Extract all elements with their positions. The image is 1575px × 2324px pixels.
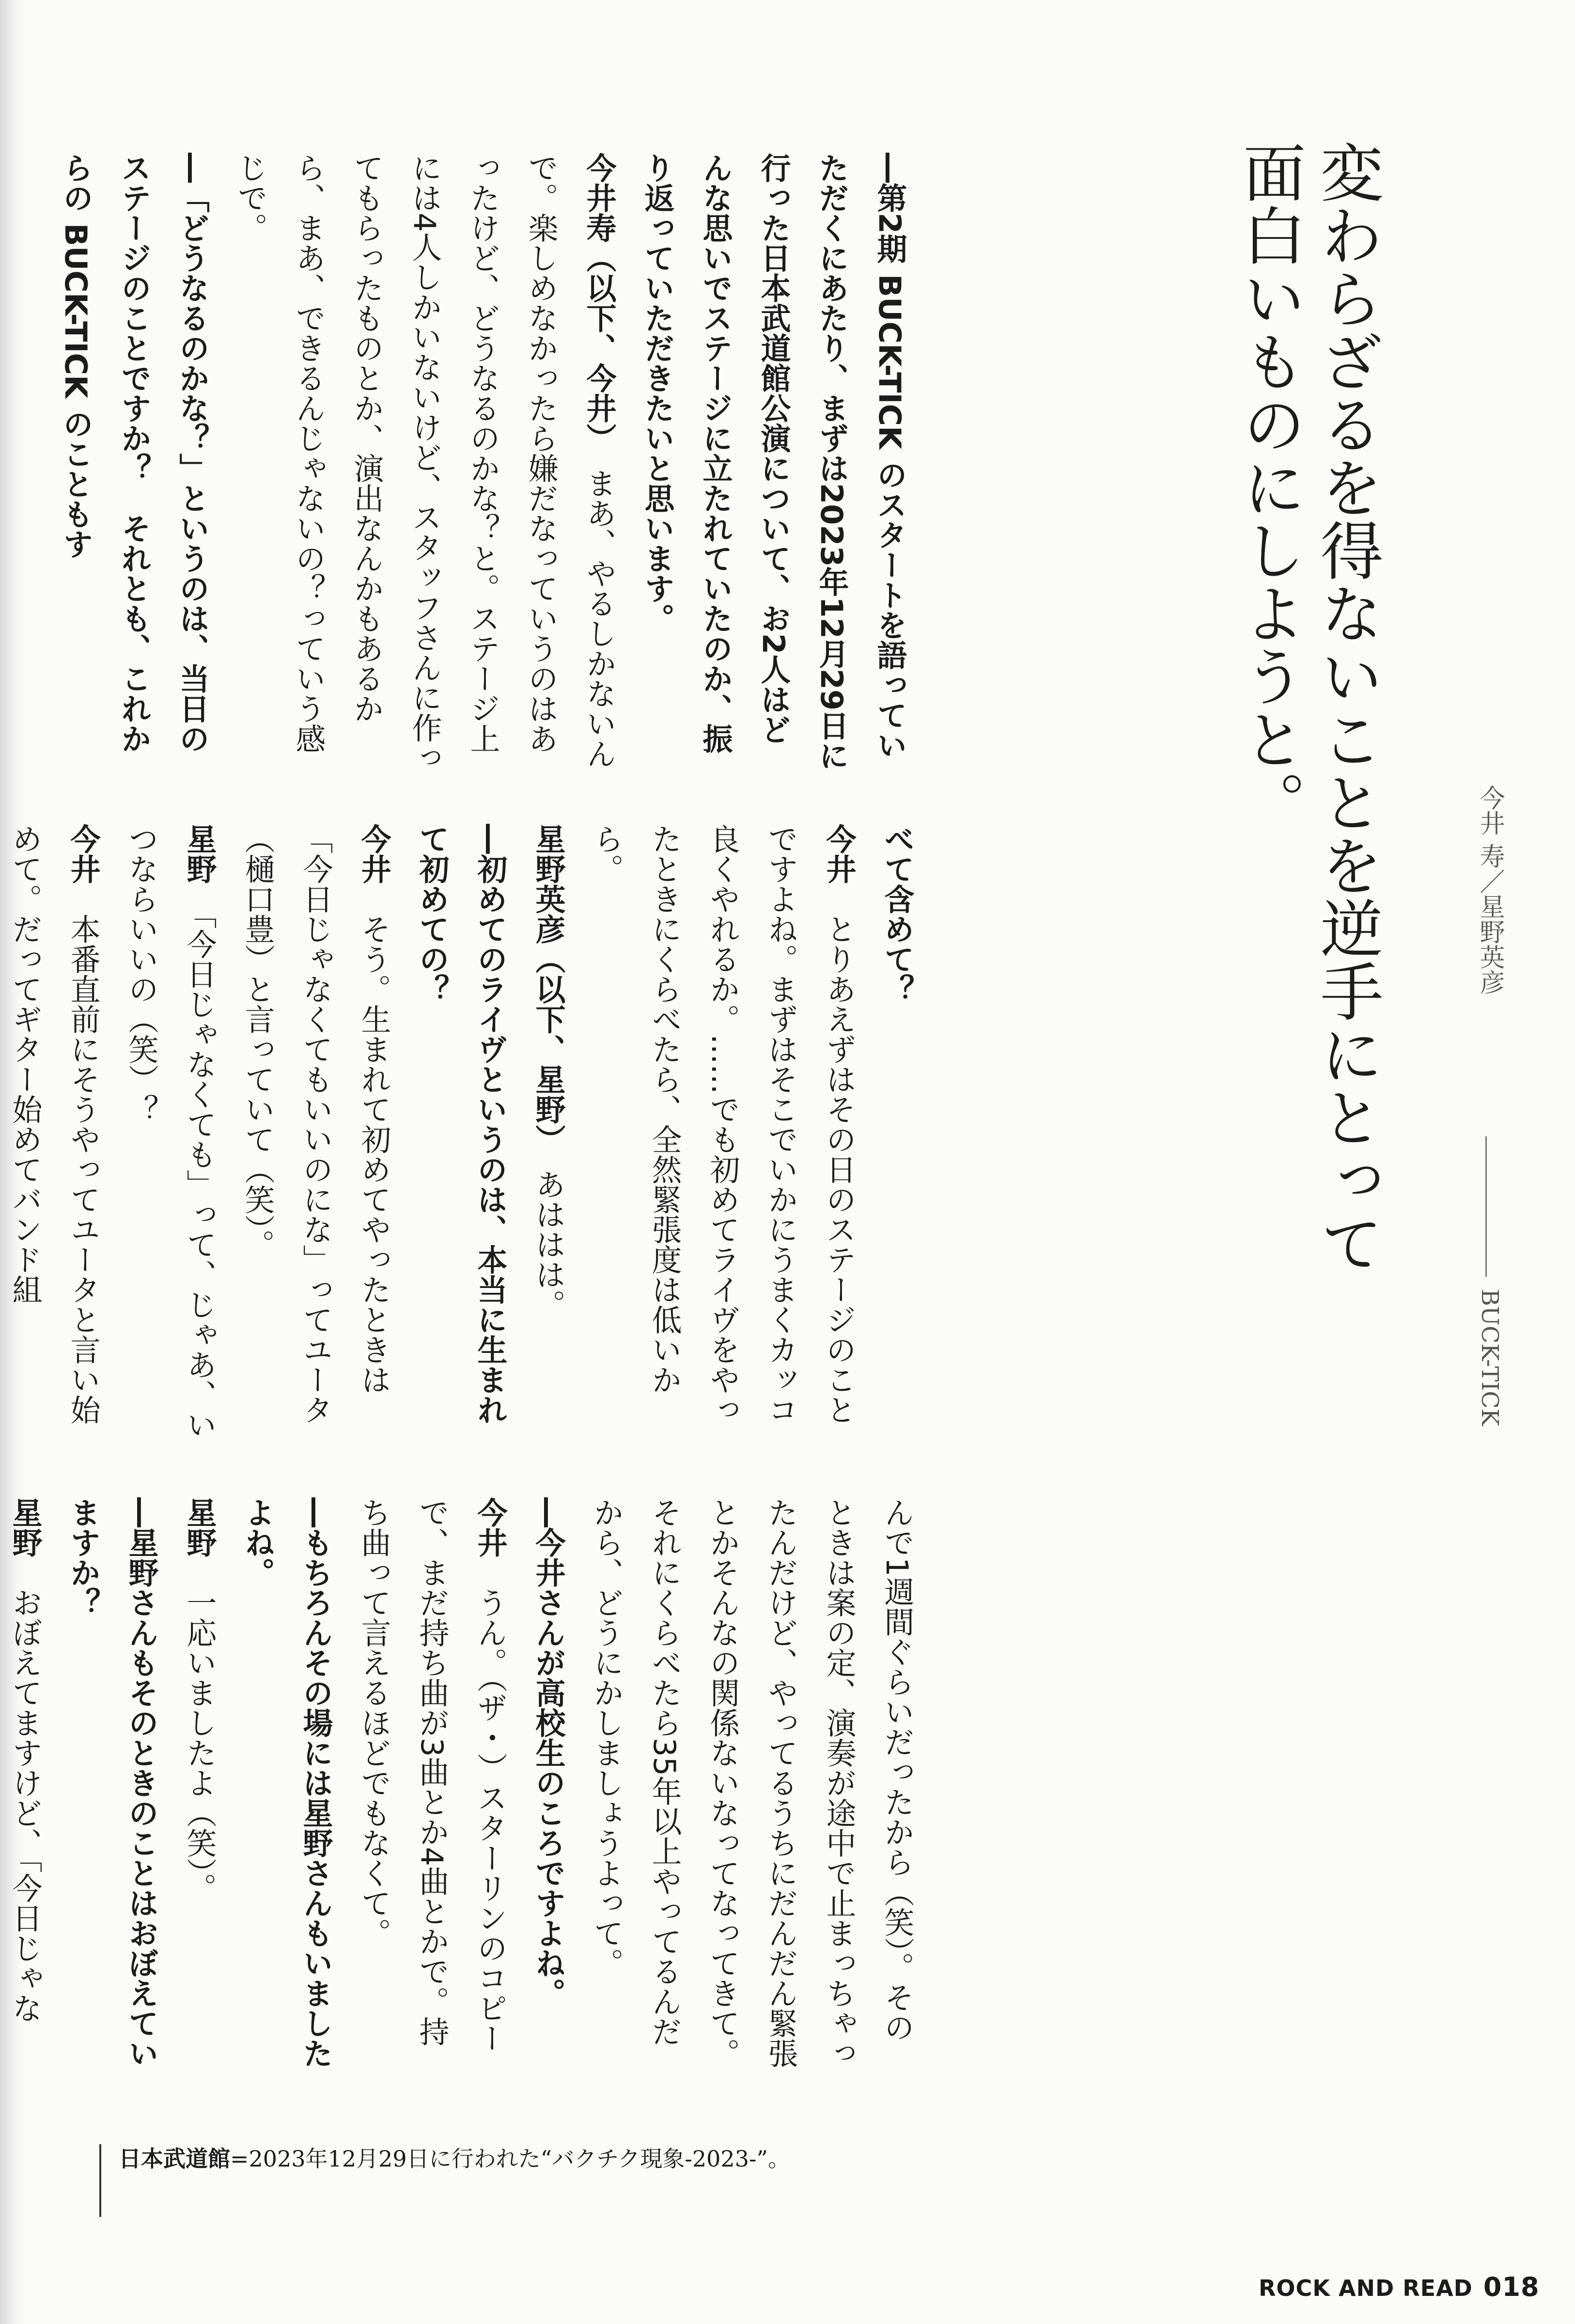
answer	[0, 1497, 54, 2069]
speaker-label: 今井	[65, 824, 101, 884]
interview-tier-3	[7, 1497, 926, 2069]
question: ―「どうなるのかな？」というのは、当日のステージのことですか？ それとも、これからの BUCK-TICK のこともす	[58, 153, 210, 754]
answer-continued: んで1週間ぐらいだったから（笑）。そのときは案の定、演奏が途中で止まっちゃったんだけど、やってるうちにだんだん緊張とかそんなの関係ないなってなってきて。それにくらべたら35年以上やってるんだから、どうにかしましょうよって。	[589, 1497, 915, 2068]
answer-text: おぼえてますけど、「今日じゃな	[7, 1587, 43, 2023]
answer-text: あははは。	[530, 1169, 566, 1319]
footnote-text: =2023年12月29日に行われた“バクチク現象-2023-”。	[230, 2146, 791, 2172]
question: ―星野さんもそのときのことはおぼえていますか？	[65, 1497, 159, 2068]
answer	[0, 824, 112, 1444]
answer-text: とりあえずはその日のステージのことですよね。まずはそこでいかにうまくカッコ良くやれるか。……でも初めてライヴをやったときにくらべたら、全然緊張度は低いから。	[589, 824, 857, 1425]
speaker-label: 今井	[356, 824, 391, 884]
answer-text: 一応いましたよ（笑）。	[182, 1587, 217, 1903]
question: ―第2期 BUCK-TICK のスタートを語っていただくにあたり、まずは2023年12月29日に行った日本武道館公演について、お2人はどんな思いでステージに立たれていたのか、振り返っていただきたいと思います。	[639, 153, 907, 771]
question: ―初めてのライヴというのは、本当に生まれて初めての？	[414, 824, 508, 1425]
footnote	[119, 2144, 790, 2173]
headline-line-2: 面白いものにしようと。	[1232, 141, 1306, 833]
answer-text: うん。（ザ・）スターリンのコピーで、まだ持ち曲が3曲とか4曲とかで。持ち曲って言えるほどでもなくて。	[356, 1497, 508, 2053]
speaker-label: 今井	[821, 824, 857, 884]
question: ―もちろんその場には星野さんもいましたよね。	[240, 1497, 333, 2068]
answer-text: まあ、やるしかないんで。楽しめなかったら嫌だなっていうのはあったけど、どうなるのかな？と。ステージ上には4人しかいないけど、スタッフさんに作ってもらったものとか、演出なんかもあるから、まあ、できるんじゃないの？っていう感じで。	[233, 153, 617, 773]
footnote-term: 日本武道館	[119, 2146, 230, 2172]
answer-text: そう。生まれて初めてやったときは「今日じゃなくてもいいのにな」ってユータ（樋口豊）と言っていて（笑）。	[240, 824, 391, 1425]
speaker-label: 星野	[182, 1497, 217, 1557]
speaker-label: 星野英彦（以下、星野）	[530, 824, 566, 1139]
answer	[228, 824, 403, 1444]
page-folio	[1259, 2273, 1540, 2303]
answer	[344, 1497, 519, 2069]
speaker-label: 今井	[472, 1497, 508, 1557]
answer	[577, 824, 868, 1444]
interview-tier-2	[7, 824, 926, 1444]
answer	[221, 153, 628, 773]
question: べて含めて？	[879, 824, 915, 1004]
answer-text: 「今日じゃなくても」って、じゃあ、いつならいいの（笑）？	[124, 824, 217, 1440]
speaker-label: 星野	[182, 824, 217, 884]
speaker-label: 星野	[7, 1497, 43, 1557]
footnote-rule	[99, 2144, 101, 2217]
page-number: 018	[1483, 2272, 1540, 2302]
magazine-name: ROCK AND READ	[1259, 2275, 1473, 2301]
answer	[170, 1497, 228, 2069]
speaker-label: 今井寿（以下、今井）	[581, 153, 617, 438]
answer-text: 本番直前にそうやってユータと言い始めて。だってギター始めてバンド組	[7, 824, 101, 1425]
byline-divider	[1485, 1136, 1487, 1277]
headline-line-1: 変わらざるを得ないことを逆手にとって	[1310, 141, 1384, 1274]
answer	[519, 824, 577, 1444]
question: ―今井さんが高校生のころですよね。	[530, 1497, 566, 2008]
answer	[112, 824, 228, 1444]
interview-tier-1	[58, 153, 919, 773]
byline: 今井 寿／星野英彦	[1475, 785, 1504, 995]
band-name: BUCK-TICK	[1476, 1289, 1503, 1426]
